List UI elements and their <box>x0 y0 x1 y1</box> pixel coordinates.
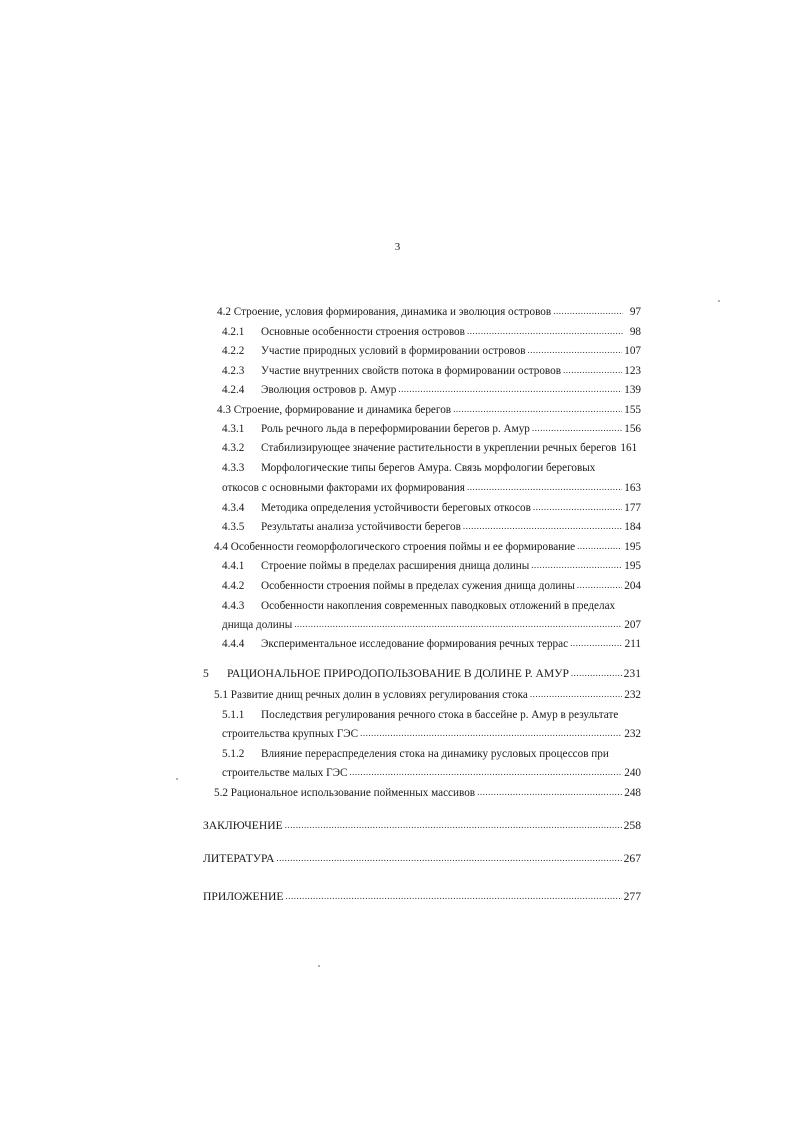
toc-entry-4-4-3[interactable] <box>222 599 641 613</box>
toc-entry-4-3-1[interactable] <box>222 422 641 436</box>
toc-entry-text: Результаты анализа устойчивости берегов <box>261 521 461 533</box>
toc-entry-4-2[interactable] <box>217 305 641 319</box>
toc-leader-dots <box>528 343 623 357</box>
toc-entry-page: 161 <box>620 442 638 454</box>
toc-leader-dots <box>463 519 622 533</box>
toc-entry-page: 277 <box>623 890 641 903</box>
toc-entry-number: 4.3.4 <box>222 502 245 514</box>
toc-entry-number: 4.2.2 <box>222 345 245 357</box>
toc-entry-text: 4.2 Строение, условия формирования, динамика и эволюция островов <box>217 306 552 318</box>
toc-entry-page: 267 <box>623 852 641 865</box>
toc-leader-dots <box>467 324 623 338</box>
toc-entry-5-1[interactable] <box>214 688 641 702</box>
toc-entry-text: Стабилизирующее значение растительности в укреплении речных берегов <box>261 442 617 454</box>
toc-entry-text-line2: строительства крупных ГЭС <box>222 728 359 740</box>
toc-entry-page: 177 <box>624 502 641 514</box>
toc-entry-page: 139 <box>624 384 641 396</box>
toc-entry-page: 258 <box>623 819 641 832</box>
toc-entry-text: 4.3 Строение, формирование и динамика берегов <box>217 404 452 416</box>
toc-leader-dots <box>276 851 621 865</box>
toc-leader-dots <box>571 666 622 680</box>
toc-leader-dots <box>285 818 622 832</box>
toc-entry-number: 4.4.2 <box>222 580 245 592</box>
toc-entry-text: ЗАКЛЮЧЕНИЕ <box>203 819 283 832</box>
toc-leader-dots <box>531 558 622 572</box>
toc-entry-text-line2: откосов с основными факторами их формирования <box>222 482 465 494</box>
toc-entry-conclusion[interactable] <box>203 819 641 833</box>
toc-entry-text: Роль речного льда в переформировании берегов р. Амур <box>261 423 530 435</box>
toc-entry-page: 240 <box>624 767 641 779</box>
toc-entry-text: Методика определения устойчивости береговых откосов <box>261 502 531 514</box>
toc-entry-page: 207 <box>624 619 641 631</box>
toc-entry-page: 156 <box>624 423 641 435</box>
toc-entry-4-3-2[interactable] <box>222 441 641 455</box>
toc-entry-text: ПРИЛОЖЕНИЕ <box>203 890 284 903</box>
toc-entry-text: 4.4 Особенности геоморфологического строения поймы и ее формирование <box>214 541 576 553</box>
toc-entry-5[interactable] <box>203 667 641 681</box>
toc-entry-page: 97 <box>629 306 641 318</box>
toc-entry-number: 4.3.2 <box>222 442 245 454</box>
toc-entry-4-3-3[interactable] <box>222 461 641 475</box>
toc-leader-dots <box>577 578 622 592</box>
toc-entry-4-2-1[interactable] <box>222 325 641 339</box>
toc-leader-dots <box>349 765 622 779</box>
toc-entry-5-1-1[interactable] <box>222 708 641 722</box>
toc-entry-text-line2: днища долины <box>222 619 293 631</box>
toc-entry-number: 4.4.4 <box>222 638 245 650</box>
toc-entry-page: 107 <box>624 345 641 357</box>
toc-leader-dots <box>532 421 622 435</box>
toc-leader-dots <box>398 382 622 396</box>
toc-entry-page: 195 <box>624 560 641 572</box>
toc-entry-appendix[interactable] <box>203 890 641 904</box>
toc-entry-page: 204 <box>624 580 641 592</box>
toc-leader-dots <box>360 726 622 740</box>
toc-entry-4-4-1[interactable] <box>222 559 641 573</box>
toc-entry-literature[interactable] <box>203 852 641 866</box>
toc-entry-4-4[interactable] <box>214 540 641 554</box>
toc-entry-number: 4.3.3 <box>222 462 245 474</box>
toc-entry-5-2[interactable] <box>214 786 641 800</box>
toc-entry-text-line1: Морфологические типы берегов Амура. Связь морфологии береговых <box>261 462 596 474</box>
toc-entry-number: 4.3.1 <box>222 423 245 435</box>
toc-entry-text: Основные особенности строения островов <box>261 326 465 338</box>
toc-entry-number: 5.1.1 <box>222 709 245 721</box>
toc-entry-number: 4.2.4 <box>222 384 245 396</box>
toc-entry-text-line1: Особенности накопления современных паводковых отложений в пределах <box>261 600 616 612</box>
toc-entry-page: 155 <box>624 404 641 416</box>
toc-entry-text: Экспериментальное исследование формирования речных террас <box>261 638 569 650</box>
toc-leader-dots <box>553 304 623 318</box>
toc-entry-page: 163 <box>624 482 641 494</box>
toc-leader-dots <box>577 539 622 553</box>
toc-leader-dots <box>477 785 622 799</box>
toc-entry-number: 4.4.3 <box>222 600 245 612</box>
toc-entry-4-4-3-continued[interactable] <box>222 618 641 632</box>
toc-leader-dots <box>453 402 622 416</box>
toc-leader-dots <box>530 687 622 701</box>
toc-entry-page: 232 <box>624 689 641 701</box>
toc-entry-5-1-2[interactable] <box>222 747 641 761</box>
toc-entry-5-1-2-continued[interactable] <box>222 766 641 780</box>
toc-entry-number: 5 <box>203 667 209 680</box>
toc-entry-page: 123 <box>624 365 641 377</box>
page-number: 3 <box>394 241 401 253</box>
toc-entry-page: 195 <box>624 541 641 553</box>
toc-entry-text: Особенности строения поймы в пределах сужения днища долины <box>261 580 575 592</box>
toc-entry-number: 4.2.1 <box>222 326 245 338</box>
toc-entry-4-3-5[interactable] <box>222 520 641 534</box>
toc-entry-text: 5.2 Рациональное использование пойменных массивов <box>214 787 476 799</box>
toc-entry-page: 98 <box>629 326 641 338</box>
toc-leader-dots <box>285 889 621 903</box>
toc-leader-dots <box>467 480 622 494</box>
toc-entry-page: 231 <box>623 667 641 680</box>
toc-entry-text: РАЦИОНАЛЬНОЕ ПРИРОДОПОЛЬЗОВАНИЕ В ДОЛИНЕ Р. АМУР <box>227 667 569 680</box>
toc-entry-text: Эволюция островов р. Амур <box>261 384 397 396</box>
toc-entry-4-4-2[interactable] <box>222 579 641 593</box>
toc-entry-4-2-4[interactable] <box>222 383 641 397</box>
toc-entry-text-line1: Последствия регулирования речного стока в бассейне р. Амур в результате <box>261 709 619 721</box>
toc-entry-text: Участие внутренних свойств потока в формировании островов <box>261 365 561 377</box>
toc-entry-4-3[interactable] <box>217 403 641 417</box>
toc-entry-text: Участие природных условий в формировании островов <box>261 345 526 357</box>
toc-entry-text-line2: строительстве малых ГЭС <box>222 767 348 779</box>
toc-leader-dots <box>294 617 622 631</box>
toc-entry-4-4-4[interactable] <box>222 637 641 651</box>
toc-leader-dots <box>533 500 622 514</box>
toc-entry-4-3-3-continued[interactable] <box>222 481 641 495</box>
toc-entry-text: ЛИТЕРАТУРА <box>203 852 275 865</box>
toc-entry-page: 184 <box>624 521 641 533</box>
toc-entry-number: 5.1.2 <box>222 748 245 760</box>
toc-entry-4-2-3[interactable] <box>222 364 641 378</box>
toc-entry-text-line1: Влияние перераспределения стока на динамику русловых процессов при <box>261 748 609 760</box>
toc-entry-number: 4.2.3 <box>222 365 245 377</box>
toc-leader-dots <box>570 636 623 650</box>
toc-entry-number: 4.3.5 <box>222 521 245 533</box>
toc-entry-text: Строение поймы в пределах расширения днища долины <box>261 560 530 572</box>
toc-entry-4-2-2[interactable] <box>222 344 641 358</box>
toc-entry-text: 5.1 Развитие днищ речных долин в условиях регулирования стока <box>214 689 528 701</box>
toc-entry-page: 232 <box>624 728 641 740</box>
toc-entry-5-1-1-continued[interactable] <box>222 727 641 741</box>
toc-entry-4-3-4[interactable] <box>222 501 641 515</box>
toc-entry-page: 248 <box>624 787 641 799</box>
toc-leader-dots <box>563 363 622 377</box>
toc-entry-number: 4.4.1 <box>222 560 245 572</box>
toc-entry-page: 211 <box>624 638 641 650</box>
